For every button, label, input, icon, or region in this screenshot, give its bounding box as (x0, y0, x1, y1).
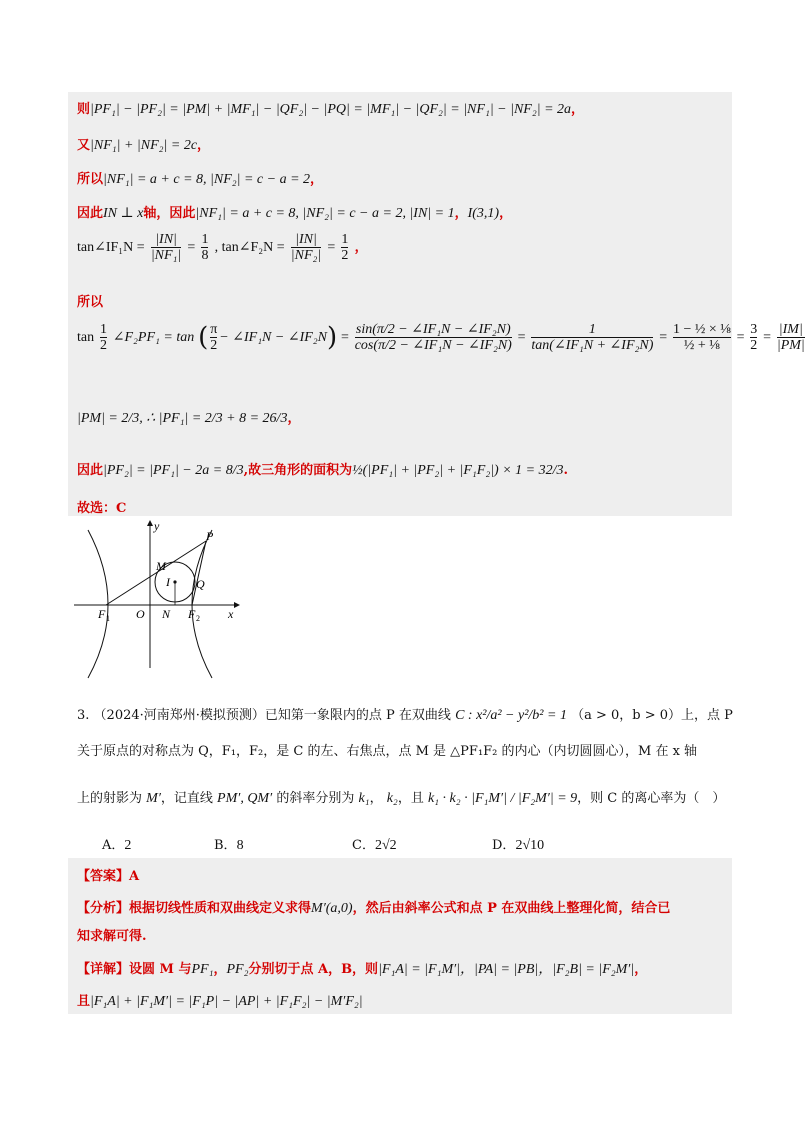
den: 8 (201, 248, 209, 263)
label-i: I (166, 575, 170, 589)
punct: . (563, 463, 569, 478)
detail-text-1: 设圆 M 与 (129, 962, 192, 977)
option-c[interactable] (352, 834, 397, 854)
question-line-3 (77, 787, 725, 807)
answer-label: 【答案】 (77, 869, 130, 884)
sol-line-4 (77, 202, 512, 222)
den: |NF₂| (290, 248, 322, 263)
frac-half (100, 322, 107, 353)
detail-label: 【详解】 (77, 962, 130, 977)
frac-in-nf1 (151, 232, 181, 263)
detail-text-3: 分别切于点 A，B，则 (248, 962, 379, 977)
num: π (210, 322, 218, 337)
figure-bg (70, 518, 240, 678)
num: 1 − ½ × ⅛ (672, 322, 731, 337)
question-text-2a: 关于原点的对称点为 Q， (77, 744, 222, 759)
frac-1-8 (201, 232, 208, 263)
den: 2 (750, 338, 758, 353)
option-key: D． (492, 838, 516, 853)
question-number: 3. (77, 708, 90, 723)
num: 3 (750, 322, 758, 337)
solution-shade-top (68, 92, 732, 516)
eq-4a: IN ⊥ x (103, 206, 144, 221)
label-p: P (206, 529, 214, 543)
punct: ， (454, 206, 468, 221)
den: cos(π/2 − ∠IF₁N − ∠IF₂N) (354, 338, 512, 353)
eq-5a: tan∠IF₁N = (77, 240, 145, 255)
question-source: （2024·河南郑州·模拟预测） (93, 708, 265, 723)
pi: π (378, 338, 386, 353)
eq-9a: |PF₂| = |PF₁| − 2a = 8/3 (103, 463, 244, 478)
text-area: ,故三角形的面积为 (243, 463, 353, 478)
question-text-3c: 的斜率分别为 (276, 791, 355, 806)
label-q: Q (196, 577, 205, 591)
punct: ， (499, 206, 513, 221)
option-value: 8 (236, 838, 244, 853)
sol-line-9 (77, 459, 568, 479)
k1: k₁ (358, 791, 370, 806)
num: |IN| (295, 232, 317, 247)
label-f2: F (188, 607, 196, 621)
sol-line-10 (77, 497, 126, 516)
num: 1 (201, 232, 209, 247)
den: tan(∠IF₁N + ∠IF₂N) (531, 338, 654, 353)
num: |IM| (778, 322, 803, 337)
option-value: 2√10 (515, 838, 545, 853)
sol-line-5 (77, 232, 368, 263)
label-f1: F (98, 607, 106, 621)
angle-diff: − ∠IF₁N − ∠IF₂N (399, 338, 508, 353)
answer-line (77, 865, 139, 884)
question-text-3d: ，且 (397, 791, 424, 806)
punct: ， (354, 240, 368, 255)
sol-line-1 (77, 98, 584, 118)
eq-8: |PM| = 2/3, ∴ |PF₁| = 2/3 + 8 = 26/3 (77, 411, 288, 426)
den: 2 (99, 338, 107, 353)
den: 2 (341, 248, 349, 263)
hyperbola-figure (70, 518, 240, 678)
detail-math-1: PF₁ (191, 962, 214, 977)
detail-text-5: 且 (77, 994, 91, 1009)
tan-text: tan (77, 330, 95, 345)
option-b[interactable] (214, 834, 244, 854)
curve-condition: （a > 0，b > 0） (571, 708, 682, 723)
frac-sin-cos (355, 322, 512, 353)
sol-line-6 (77, 291, 103, 310)
option-d[interactable] (492, 834, 544, 854)
den: |PM| (776, 338, 805, 353)
pi: π (376, 322, 384, 337)
frac-im-pm (777, 322, 805, 353)
text-so-2: 所以 (77, 295, 104, 310)
analysis-line-2 (77, 925, 147, 944)
question-text-1b: 上，点 P (681, 708, 733, 723)
eq-4b: |NF₁| = a + c = 8, |NF₂| = c − a = 2, |IN| = 1 (195, 206, 455, 221)
eq-3: |NF₁| = a + c = 8, |NF₂| = c − a = 2 (103, 172, 311, 187)
frac-3-2 (750, 322, 757, 353)
slope-condition: k₁ · k₂ · |F₁M′| / |F₂M′| = 9 (427, 791, 578, 806)
analysis-label: 【分析】 (77, 901, 130, 916)
den: |NF₁| (150, 248, 182, 263)
choose-c: 故选：C (77, 501, 127, 516)
eq-4c: I(3,1) (467, 206, 500, 221)
option-value: 2√2 (374, 838, 397, 853)
detail-math-4: |F₁A| + |F₁M′| = |F₁P| − |AP| + |F₁F₂| − |M′F₂| (90, 994, 363, 1009)
num: |IN| (155, 232, 177, 247)
eq-1: |PF₁| − |PF₂| = |PM| + |MF₁| − |QF₂| − |PQ| = |MF₁| − |QF₂| = |NF₁| − |NF₂| = 2a (90, 102, 572, 117)
angle-diff: − ∠IF₁N − ∠IF₂N (219, 330, 327, 345)
k2: k₂ (386, 791, 398, 806)
eq-9b: ½(|PF₁| + |PF₂| + |F₁F₂|) × 1 = 32/3 (352, 463, 564, 478)
answer-value: A (129, 869, 140, 884)
option-key: C． (352, 838, 375, 853)
question-line-1 (77, 704, 733, 724)
label-f1-sub: 1 (106, 614, 110, 623)
m-prime: M′ (146, 791, 161, 806)
frac-pi-2 (210, 322, 217, 353)
label-x: x (228, 607, 234, 621)
analysis-text-2: ，然后由斜率公式和点 P 在双曲线上整理化简，结合已 (352, 901, 671, 916)
option-key: A． (102, 838, 125, 853)
punct: ， (197, 138, 211, 153)
sin-text: sin (355, 322, 373, 337)
sol-line-3 (77, 168, 323, 188)
text-hence: 因此 (77, 206, 104, 221)
eq-5b: , tan∠F₂N = (214, 240, 285, 255)
option-key: B． (214, 838, 237, 853)
label-f2-sub: 2 (196, 614, 200, 623)
detail-math-2: PF₂ (226, 962, 249, 977)
num: 1 (341, 232, 349, 247)
text-also: 又 (77, 138, 91, 153)
question-text-2b: F₁，F₂，是 C 的左、右焦点，点 M 是 △PF₁F₂ 的内心（内切圆圆心），M 在 x 轴 (221, 744, 698, 759)
lines-pm-qm: PM′, QM′ (217, 791, 273, 806)
den: ½ + ⅛ (673, 337, 731, 353)
text-so: 所以 (77, 172, 104, 187)
num: sin(π/2 − ∠IF₁N − ∠IF₂N) (355, 322, 511, 337)
frac-ratio (673, 322, 731, 353)
question-text-3e: ，则 C 的离心率为（ ） (577, 791, 726, 806)
num: 1 (588, 322, 596, 337)
curve-equation: C : x²/a² − y²/b² = 1 (455, 708, 567, 723)
eq-2: |NF₁| + |NF₂| = 2c (90, 138, 198, 153)
question-text-3a: 上的射影为 (77, 791, 143, 806)
detail-line-1 (77, 958, 647, 978)
analysis-text-1: 根据切线性质和双曲线定义求得 (129, 901, 312, 916)
text-hence-2: 因此 (77, 463, 104, 478)
label-m: M (156, 559, 166, 573)
question-text-1a: 已知第一象限内的点 P 在双曲线 (264, 708, 451, 723)
cos-text: cos (354, 338, 374, 353)
den: 2 (210, 338, 218, 353)
comma: ， (369, 791, 383, 806)
text-then: 则 (77, 102, 91, 117)
question-line-2 (77, 740, 697, 759)
eq-sign: = (327, 240, 336, 255)
text-axis: 轴，因此 (143, 206, 196, 221)
sol-line-2 (77, 134, 210, 154)
punct: ， (287, 411, 301, 426)
eq-sign: = (187, 240, 196, 255)
sol-line-8 (77, 407, 300, 427)
angle-diff: − ∠IF₁N − ∠IF₂N (398, 322, 506, 337)
option-value: 2 (124, 838, 132, 853)
frac-one-over-tan (531, 322, 653, 353)
sol-line-7: tan $\frac{1}{2}$ ∠F₂PF₁ = tan ( $\frac{\pi}{2}$ − ∠IF₁N − ∠IF₂N) = $\frac{\text{sin(π/2 − ∠IF₁N − ∠IF₂N)}}{\text{cos(π/2 − ∠IF₁N − ∠IF₂N)}}$ = $\frac{1}{\text{tan(∠IF₁N + ∠IF₂N)}}$ = $\frac{\text{1 − ½ × ⅛}}{\text{½ + ⅛}}$ = $\frac{3}{2}$ = $\frac{|IM|}{|PM|}$ (77, 322, 805, 353)
analysis-text-3: 知求解可得. (77, 929, 147, 944)
punct: ， (310, 172, 324, 187)
label-n: N (162, 607, 171, 621)
analysis-line-1 (77, 897, 670, 917)
detail-line-2 (77, 990, 363, 1010)
punct: ， (571, 102, 585, 117)
detail-text-2: ， (213, 962, 227, 977)
label-o: O (136, 607, 145, 621)
analysis-math: M′(a,0) (311, 901, 353, 916)
two: 2 (388, 338, 396, 353)
question-text-3b: ，记直线 (160, 791, 213, 806)
two: 2 (387, 322, 395, 337)
num: 1 (99, 322, 107, 337)
detail-text-4: ， (634, 962, 648, 977)
angle-text: ∠F₂PF₁ = tan (112, 330, 195, 345)
label-y: y (154, 519, 160, 533)
frac-1-2 (341, 232, 348, 263)
detail-math-3: |F₁A| = |F₁M′|，|PA| = |PB|，|F₂B| = |F₂M′| (378, 962, 635, 977)
option-a[interactable] (102, 834, 131, 854)
frac-in-nf2 (291, 232, 321, 263)
